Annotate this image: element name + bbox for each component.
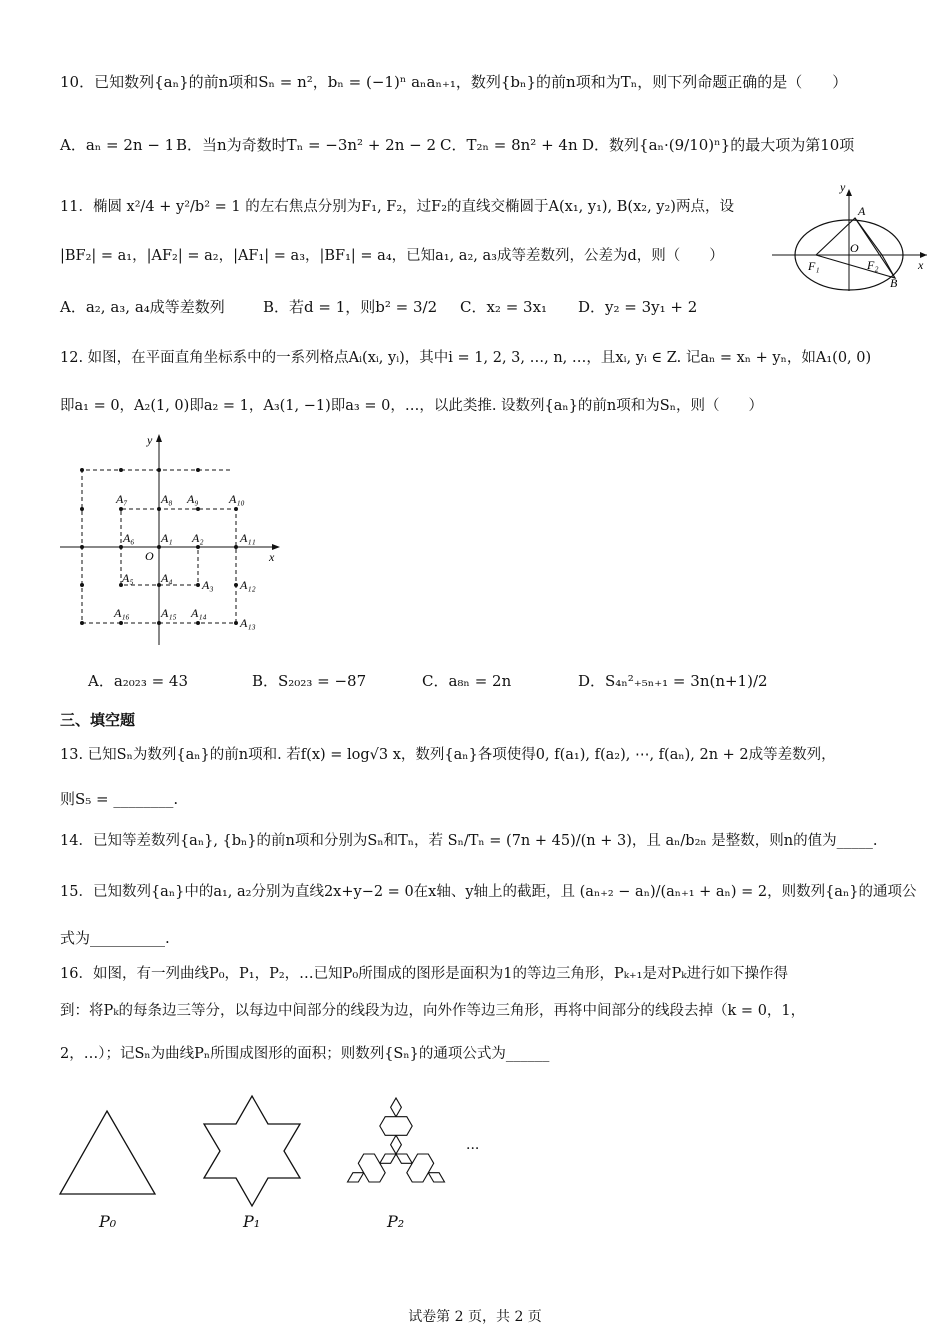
q11-stem-line2: |BF₂| = a₁，|AF₂| = a₂，|AF₁| = a₃，|BF₁| = a₄，已知a₁, a₂, a₃成等差数列，公差为d，则（ ） (60, 248, 724, 264)
lattice-label-a15: A₁₅ (161, 606, 177, 620)
curve-p0-triangle (58, 1108, 158, 1198)
q11-option-c: C．x₂ = 3x₁ (460, 298, 548, 316)
lattice-x-label: x (269, 550, 275, 564)
lattice-label-a10: A₁₀ (229, 492, 245, 506)
q10-option-a: A．aₙ = 2n − 1 (60, 136, 175, 154)
curve-continuation-dots: ··· (466, 1141, 480, 1157)
q16-line1: 16．如图，有一列曲线P₀，P₁，P₂，…已知P₀所围成的图形是面积为1的等边三角形，Pₖ₊₁是对Pₖ进行如下操作得 (60, 966, 789, 982)
page-footer: 试卷第 2 页，共 2 页 (408, 1309, 542, 1325)
curve-label-p0: P₀ (99, 1212, 117, 1231)
q11-option-b: B．若d = 1，则b² = 3/2 (263, 298, 438, 316)
lattice-label-a5: A₅ (122, 571, 134, 585)
q15-line2: 式为__________. (60, 929, 170, 947)
lattice-origin: O (145, 549, 154, 563)
q10-stem: 10．已知数列{aₙ}的前n项和Sₙ = n²，bₙ = (−1)ⁿ aₙaₙ₊₁，数列{bₙ}的前n项和为Tₙ，则下列命题正确的是（ ） (60, 73, 848, 91)
lattice-label-a12: A₁₂ (240, 578, 256, 592)
ellipse-point-a: A (858, 204, 866, 218)
q13-line2: 则S₅ = ________. (60, 790, 179, 808)
lattice-label-a1: A₁ (161, 531, 173, 545)
lattice-label-a8: A₈ (161, 492, 173, 506)
lattice-label-a7: A₇ (116, 492, 128, 506)
q14-line1: 14．已知等差数列{aₙ}, {bₙ}的前n项和分别为Sₙ和Tₙ，若 Sₙ/Tₙ = (7n + 45)/(n + 3)，且 aₙ/b₂ₙ 是整数，则n的值为_____. (60, 833, 878, 849)
q12-option-d: D．S₄ₙ²₊₅ₙ₊₁ = 3n(n+1)/2 (578, 672, 768, 690)
q15-line1: 15．已知数列{aₙ}中的a₁, a₂分别为直线2x+y−2 = 0在x轴、y轴上的截距，且 (aₙ₊₂ − aₙ)/(aₙ₊₁ + aₙ) = 2，则数列{aₙ}的通项公 (60, 884, 917, 900)
curve-p2-snowflake (340, 1090, 452, 1210)
q11-option-d: D．y₂ = 3y₁ + 2 (578, 298, 698, 316)
lattice-label-a6: A₆ (123, 531, 135, 545)
lattice-y-label: y (147, 433, 153, 447)
ellipse-focus-f2: F₂ (867, 258, 879, 272)
lattice-label-a9: A₉ (187, 492, 199, 506)
q16-line3: 2，…）；记Sₙ为曲线Pₙ所围成图形的面积；则数列{Sₙ}的通项公式为______ (60, 1046, 550, 1062)
ellipse-x-label: x (918, 258, 924, 272)
ellipse-focus-f1: F₁ (808, 259, 820, 273)
lattice-label-a11: A₁₁ (240, 531, 256, 545)
q12-stem-line2: 即a₁ = 0，A₂(1, 0)即a₂ = 1，A₃(1, −1)即a₃ = 0，…，以此类推. 设数列{aₙ}的前n项和为Sₙ，则（ ） (60, 398, 763, 414)
lattice-label-a14: A₁₄ (191, 606, 207, 620)
q12-stem-line1: 12. 如图，在平面直角坐标系中的一系列格点Aᵢ(xᵢ, yᵢ)，其中i = 1, 2, 3, …, n, …，且xᵢ, yᵢ ∈ Z. 记aₙ = xₙ + yₙ，如A₁(0, 0) (60, 350, 872, 366)
lattice-label-a3: A₃ (202, 578, 214, 592)
q12-option-b: B．S₂₀₂₃ = −87 (252, 672, 367, 690)
curve-label-p1: P₁ (243, 1212, 261, 1231)
q10-option-c: C．T₂ₙ = 8n² + 4n (440, 136, 578, 154)
ellipse-point-b: B (890, 276, 898, 290)
curve-label-p2: P₂ (387, 1212, 405, 1231)
ellipse-figure (772, 183, 932, 293)
ellipse-y-label: y (840, 183, 846, 194)
lattice-figure (55, 430, 295, 650)
q12-option-a: A．a₂₀₂₃ = 43 (88, 672, 189, 690)
q13-line1: 13. 已知Sₙ为数列{aₙ}的前n项和. 若f(x) = log√3 x，数列{aₙ}各项使得0, f(a₁), f(a₂), ⋯, f(aₙ), 2n + 2成等差数列， (60, 747, 836, 763)
q11-stem-line1: 11．椭圆 x²/4 + y²/b² = 1 的左右焦点分别为F₁, F₂，过F₂的直线交椭圆于A(x₁, y₁), B(x₂, y₂)两点，设 (60, 199, 734, 215)
lattice-label-a2: A₂ (192, 531, 204, 545)
ellipse-origin: O (850, 241, 859, 255)
q10-option-d: D．数列{aₙ·(9/10)ⁿ}的最大项为第10项 (582, 136, 855, 154)
lattice-label-a16: A₁₆ (114, 606, 130, 620)
q11-option-a: A．a₂, a₃, a₄成等差数列 (60, 298, 225, 316)
lattice-label-a4: A₄ (161, 571, 173, 585)
q16-line2: 到：将Pₖ的每条边三等分，以每边中间部分的线段为边，向外作等边三角形，再将中间部分的线段去掉（k = 0，1， (60, 1003, 806, 1019)
section-fill-in-blank: 三、填空题 (60, 711, 136, 729)
q12-option-c: C．a₈ₙ = 2n (422, 672, 512, 690)
q10-option-b: B．当n为奇数时Tₙ = −3n² + 2n − 2 (176, 136, 437, 154)
lattice-label-a13: A₁₃ (240, 616, 256, 630)
curve-p1-star (198, 1092, 306, 1210)
